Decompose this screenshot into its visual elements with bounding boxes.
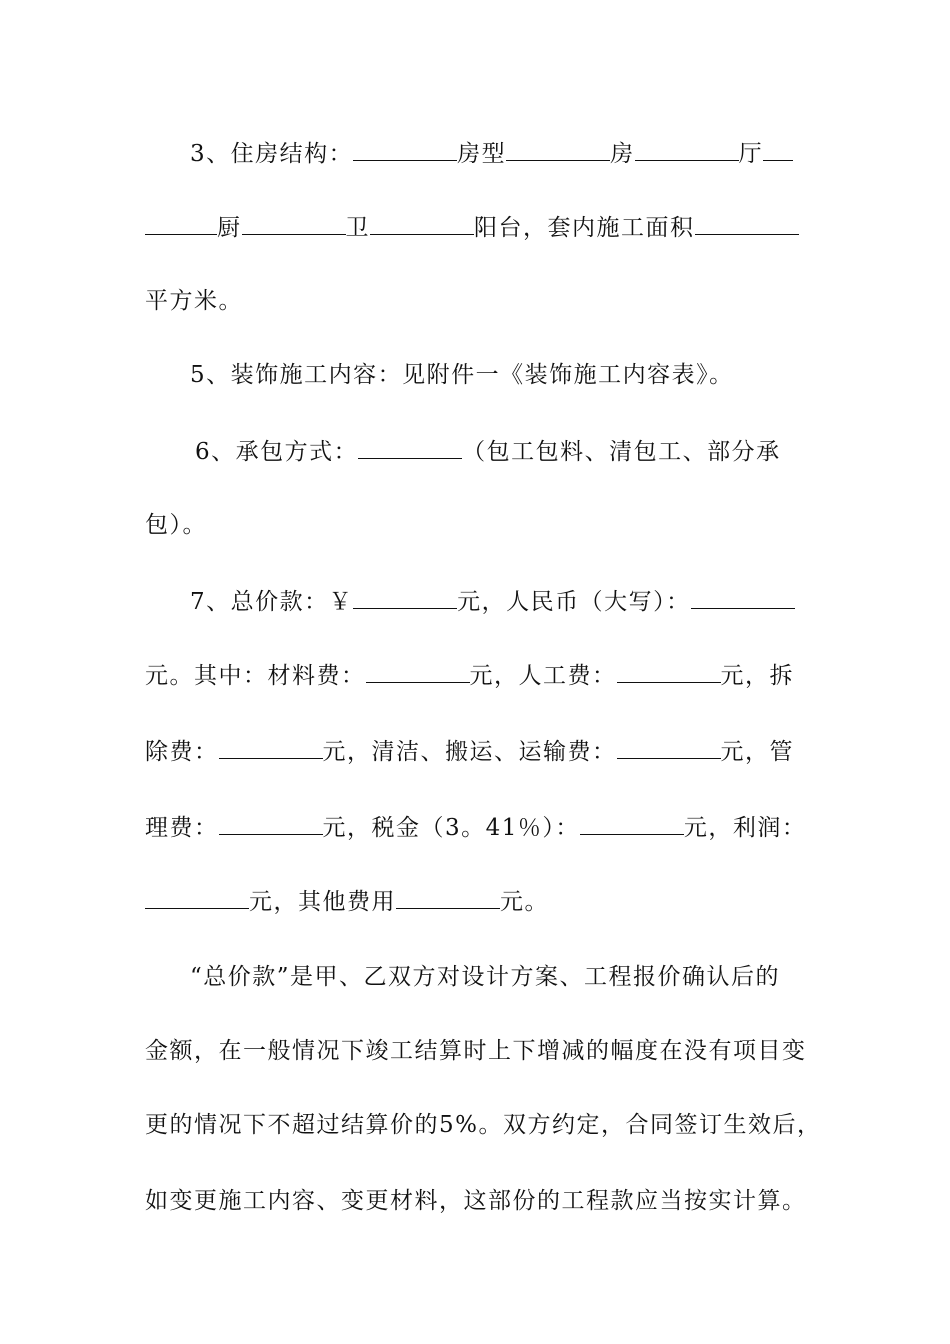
clause-6-line-2 xyxy=(145,510,207,540)
blank-field[interactable] xyxy=(145,212,217,235)
clause-7-line-1 xyxy=(190,586,795,617)
blank-field[interactable] xyxy=(242,212,346,235)
blank-field[interactable] xyxy=(506,138,610,161)
clause-7-yuan-guan: 元，管 xyxy=(720,739,794,765)
blank-field[interactable] xyxy=(617,660,721,683)
clause-7-line-2 xyxy=(145,660,794,691)
clause-7-yuan-chai: 元，拆 xyxy=(720,663,794,689)
blank-field[interactable] xyxy=(219,736,323,759)
clause-7-yuan-material: 元。其中：材料费： xyxy=(145,663,366,689)
clause-3-fangxing: 房型 xyxy=(457,141,507,167)
clause-6-prefix: 6、承包方式： xyxy=(195,439,359,465)
clause-5-text: 5、装饰施工内容：见附件一《装饰施工内容表》。 xyxy=(190,362,734,388)
clause-3-wei: 卫 xyxy=(345,215,370,241)
blank-field[interactable] xyxy=(580,812,684,835)
clause-7-line-5 xyxy=(145,886,549,917)
blank-field[interactable] xyxy=(396,886,500,909)
clause-3-prefix: 3、住房结构： xyxy=(190,141,354,167)
blank-field[interactable] xyxy=(763,138,793,161)
clause-7-yuan-profit: 元，利润： xyxy=(683,815,807,841)
note-line-2 xyxy=(145,1036,807,1066)
clause-3-line-3 xyxy=(145,286,243,316)
clause-7-yuan-rmb: 元，人民币（大写）： xyxy=(457,589,691,615)
note-line-4 xyxy=(145,1186,807,1216)
clause-7-yuan-other: 元，其他费用 xyxy=(249,889,396,915)
blank-field[interactable] xyxy=(617,736,721,759)
clause-6-options-end: 包）。 xyxy=(145,512,207,538)
clause-3-unit: 平方米。 xyxy=(145,288,243,314)
clause-7-line-3 xyxy=(145,736,794,767)
clause-3-ting: 厅 xyxy=(738,141,764,167)
clause-3-yangtai: 阳台，套内施工面积 xyxy=(474,215,695,241)
blank-field[interactable] xyxy=(219,812,323,835)
note-text-3: 更的情况下不超过结算价的5%。双方约定，合同签订生效后， xyxy=(145,1112,822,1138)
blank-field[interactable] xyxy=(353,586,457,609)
blank-field[interactable] xyxy=(145,886,249,909)
clause-3-line-1 xyxy=(190,138,793,169)
blank-field[interactable] xyxy=(353,138,457,161)
blank-field[interactable] xyxy=(370,212,474,235)
clause-7-yuan-cleaning: 元，清洁、搬运、运输费： xyxy=(322,739,617,765)
clause-7-demolition: 除费： xyxy=(145,739,219,765)
note-text-1: “总价款”是甲、乙双方对设计方案、工程报价确认后的 xyxy=(190,964,781,990)
blank-field[interactable] xyxy=(635,138,739,161)
clause-3-fang: 房 xyxy=(610,141,635,167)
blank-field[interactable] xyxy=(691,586,795,609)
clause-7-line-4 xyxy=(145,812,806,843)
clause-7-prefix: 7、总价款：￥ xyxy=(190,589,354,615)
clause-3-line-2 xyxy=(145,212,799,243)
clause-6-options: （包工包料、清包工、部分承 xyxy=(462,439,781,465)
blank-field[interactable] xyxy=(358,436,462,459)
blank-field[interactable] xyxy=(366,660,470,683)
clause-7-management: 理费： xyxy=(145,815,219,841)
note-line-1 xyxy=(190,962,780,992)
note-text-2: 金额，在一般情况下竣工结算时上下增减的幅度在没有项目变 xyxy=(145,1038,807,1064)
clause-7-yuan-end: 元。 xyxy=(500,889,549,915)
note-line-3 xyxy=(145,1110,822,1140)
clause-7-yuan-tax: 元，税金（3。41％）： xyxy=(322,815,580,841)
clause-7-yuan-labor: 元，人工费： xyxy=(469,663,617,689)
note-text-4: 如变更施工内容、变更材料，这部份的工程款应当按实计算。 xyxy=(145,1188,807,1214)
clause-5 xyxy=(190,360,734,390)
blank-field[interactable] xyxy=(695,212,799,235)
clause-6-line-1 xyxy=(195,436,781,467)
clause-3-chu: 厨 xyxy=(217,215,242,241)
